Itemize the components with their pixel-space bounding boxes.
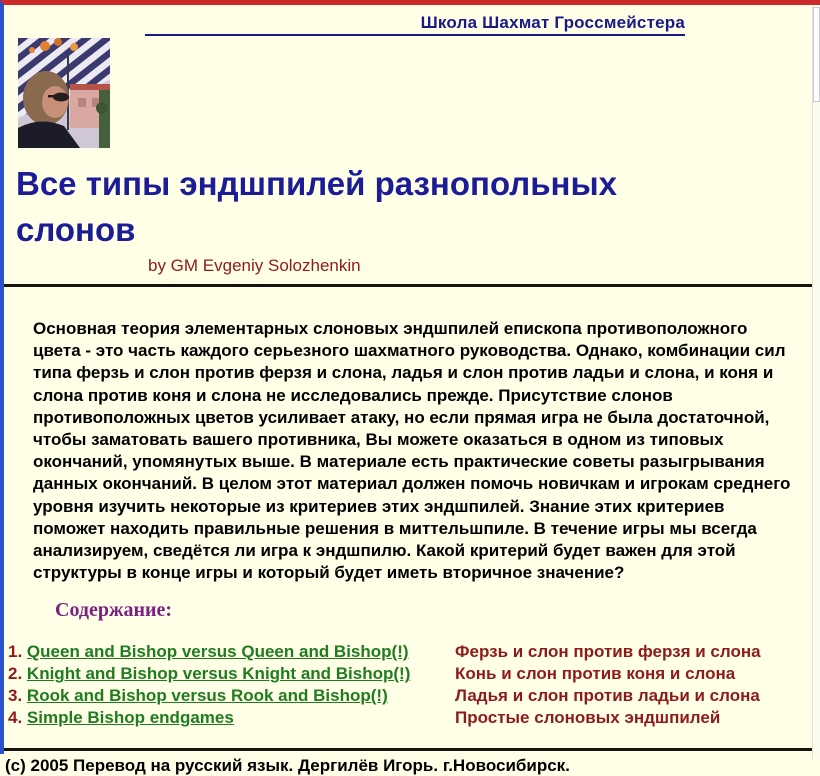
item-number: 2. bbox=[8, 664, 23, 684]
divider-bottom bbox=[4, 748, 812, 751]
list-item bbox=[4, 707, 820, 729]
scrollbar-thumb[interactable] bbox=[813, 7, 820, 102]
author-photo bbox=[18, 38, 110, 148]
list-item bbox=[4, 663, 820, 685]
toc-link-simple-bishop[interactable]: Simple Bishop endgames bbox=[26, 708, 234, 728]
page-title: Все типы эндшпилей разнопольных слонов bbox=[16, 165, 617, 248]
item-translation: Конь и слон против коня и слона bbox=[455, 664, 736, 684]
toc-link-knight-bishop[interactable]: Knight and Bishop versus Knight and Bishop(!) bbox=[26, 664, 411, 684]
list-item bbox=[4, 685, 820, 707]
scrollbar[interactable] bbox=[812, 5, 820, 759]
intro-paragraph: Основная теория элементарных слоновых эндшпилей епископа противоположного цвета - это часть каждого серьезного шахматного руководства. Однако, комбинации сил типа ферзь и слон против ферзя и слона, ладья и слон против ладьи и слона, и коня и слона против коня и слона не исследовались прежде. Присутствие слонов противоположных цветов усиливает атаку, но если прямая игра не была достаточной, чтобы заматовать вашего противника, Вы можете оказаться в одном из типовых окончаний, упомянутых выше. В материале есть практические советы разыгрывания данных окончаний. В целом этот материал должен помочь новичкам и игрокам среднего уровня изучить некоторые из критериев этих эндшпилей. Знание этих критериев поможет находить правильные решения в миттельшпиле. В течение игры мы всегда анализируем, сведётся ли игра к эндшпилю. Какой критерий будет важен для этой структуры в конце игры и который будет иметь вторичное значение? bbox=[33, 319, 791, 583]
item-translation: Ферзь и слон против ферзя и слона bbox=[455, 642, 761, 662]
contents-list bbox=[4, 641, 820, 729]
byline: by GM Evgeniy Solozhenkin bbox=[148, 256, 361, 275]
list-item bbox=[4, 641, 820, 663]
item-translation: Простые слоновых эндшпилей bbox=[455, 708, 721, 728]
header-underline bbox=[145, 13, 685, 36]
toc-link-rook-bishop[interactable]: Rook and Bishop versus Rook and Bishop(!) bbox=[26, 686, 388, 706]
contents-heading: Содержание: bbox=[55, 599, 173, 622]
item-number: 1. bbox=[8, 642, 23, 662]
item-translation: Ладья и слон против ладьи и слона bbox=[455, 686, 760, 706]
site-home-link[interactable]: Школа Шахмат Гроссмейстера bbox=[420, 13, 685, 32]
divider-top bbox=[4, 284, 812, 287]
toc-link-queen-bishop[interactable]: Queen and Bishop versus Queen and Bishop(!) bbox=[26, 642, 409, 662]
item-number: 4. bbox=[8, 708, 23, 728]
footer-copyright: (c) 2005 Перевод на русский язык. Дергилёв Игорь. г.Новосибирск. bbox=[5, 756, 570, 776]
item-number: 3. bbox=[8, 686, 23, 706]
